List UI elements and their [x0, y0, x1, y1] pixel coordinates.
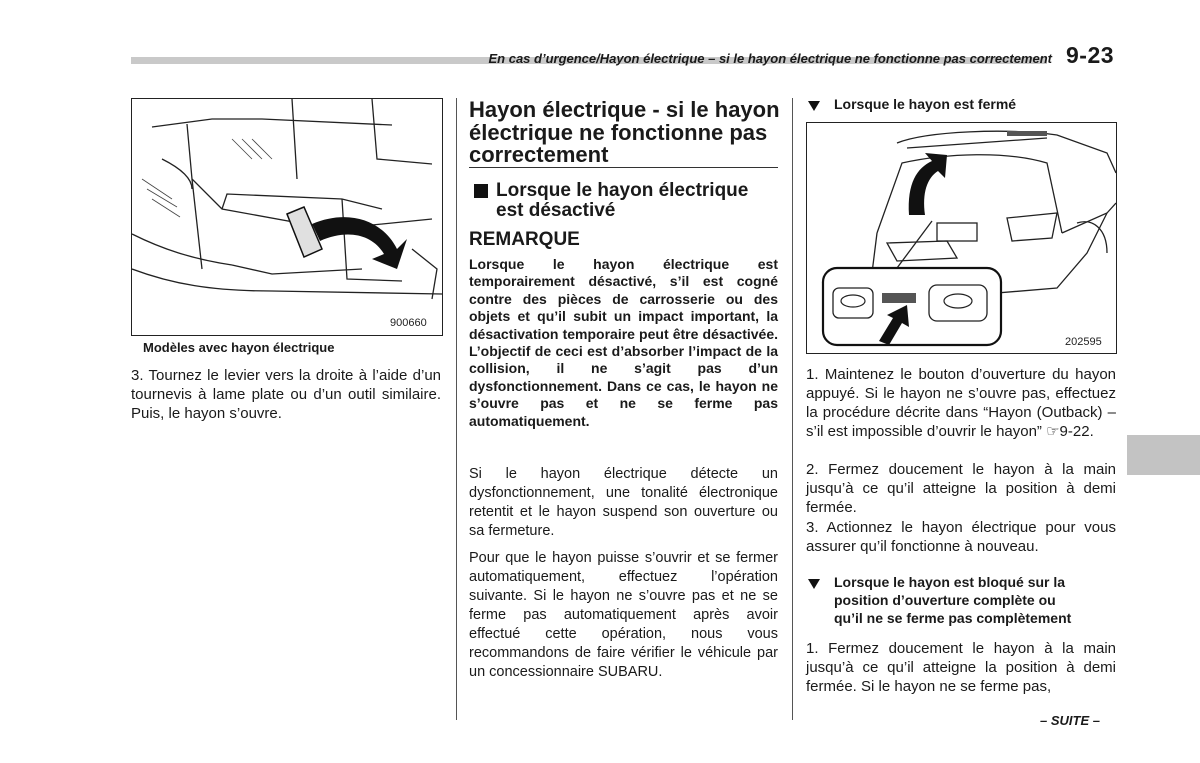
subheading-line-2: est désactivé — [496, 200, 616, 221]
paragraph-operation: Pour que le hayon puisse s’ouvrir et se fermer automatiquement, effectuez l’opération suivante. Si le hayon ne s’ouvre pas et ne se ferme pas automatiquement après avoir effectué cette opération, nous vous recommandons de faire vérifier le véhicule par un concessionnaire SUBARU. — [469, 550, 778, 680]
subheading-stuck-open — [834, 573, 1119, 627]
note-heading: REMARQUE — [469, 229, 580, 250]
figure-lever-illustration — [131, 98, 443, 336]
figure-tailgate-illustration — [806, 122, 1117, 354]
page-number: 9-23 — [1066, 42, 1115, 68]
paragraph-malfunction: Si le hayon électrique détecte un dysfonctionnement, une tonalité électronique retentit et le hayon suspend son ouverture ou sa fermeture. — [469, 466, 778, 539]
right-step-1b: 1. Fermez doucement le hayon à la main jusqu’à ce qu’il atteigne la position à demi fermée. Si le hayon ne se ferme pas, — [806, 640, 1116, 695]
subheading-stuck-line-1: Lorsque le hayon est bloqué sur la — [834, 574, 1066, 590]
running-header: En cas d’urgence/Hayon électrique – si le hayon électrique ne fonctionne pas correctement — [488, 51, 1052, 66]
section-heading-line-1: Hayon électrique - si le hayon — [469, 97, 780, 122]
note-text: Lorsque le hayon électrique est temporairement désactivé, s’il est cogné contre des pièces de carrosserie ou des objets et qu’il subit un impact important, la désactivation temporaire peut être désactivée. L’objectif de ceci est d’absorber l’impact de la collision, il ne s’agit pas d’un dysfonctionnement. Dans ce cas, le hayon ne s’ouvre pas et ne se ferme pas automatiquement. — [469, 256, 778, 429]
square-bullet-icon — [474, 184, 488, 198]
chapter-thumb-tab — [1127, 435, 1200, 475]
heading-underline — [469, 167, 778, 168]
subheading-closed: Lorsque le hayon est fermé — [834, 96, 1017, 112]
column-divider-left — [456, 98, 457, 720]
continued-label: – SUITE – — [1040, 713, 1100, 728]
right-step-1: 1. Maintenez le bouton d’ouverture du hayon appuyé. Si le hayon ne s’ouvre pas, effectuez la procédure décrite dans “Hayon (Outback) – s’il est impossible d’ouvrir le hayon” ☞9-22. — [806, 366, 1116, 440]
subheading-stuck-line-3: qu’il ne se ferme pas complètement — [834, 610, 1072, 626]
triangle-bullet-icon — [808, 579, 820, 589]
figure-code: 202595 — [1065, 336, 1102, 348]
left-step-3: 3. Tournez le levier vers la droite à l’aide d’un tournevis à lame plate ou d’un outil similaire. Puis, le hayon s’ouvre. — [131, 367, 441, 422]
right-step-3: 3. Actionnez le hayon électrique pour vous assurer qu’il fonctionne à nouveau. — [806, 519, 1116, 555]
subheading-line-1: Lorsque le hayon électrique — [496, 180, 749, 201]
column-divider-right — [792, 98, 793, 720]
tailgate-illustration — [807, 123, 1116, 353]
right-step-2: 2. Fermez doucement le hayon à la main jusqu’à ce qu’il atteigne la position à demi fermée. — [806, 461, 1116, 516]
figure-caption: Modèles avec hayon électrique — [143, 340, 335, 355]
section-heading-line-3: correctement — [469, 142, 609, 167]
subheading-disabled — [496, 181, 786, 221]
subheading-stuck-line-2: position d’ouverture complète ou — [834, 592, 1056, 608]
lever-illustration — [132, 99, 442, 335]
section-heading — [469, 99, 789, 167]
section-heading-line-2: électrique ne fonctionne pas — [469, 119, 768, 145]
triangle-bullet-icon — [808, 101, 820, 111]
figure-code: 900660 — [390, 317, 427, 329]
